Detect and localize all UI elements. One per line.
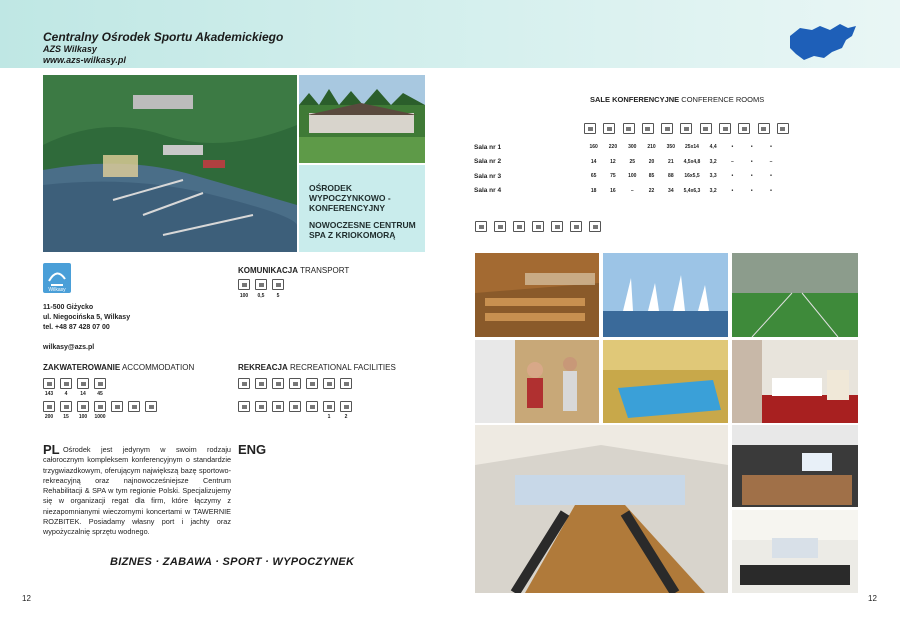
accommodation-value: 143 <box>44 391 54 397</box>
indoor-pool-photo <box>603 340 728 423</box>
wheelchair-icon <box>111 401 123 412</box>
hotel-building-photo <box>299 75 425 163</box>
accommodation-title: ZAKWATEROWANIE ACCOMMODATION <box>43 363 195 372</box>
cryo-chamber-photo <box>475 340 599 423</box>
table-cell: 16 <box>610 187 616 194</box>
table-cell: 4,4 <box>709 144 717 151</box>
transport-value: 5 <box>276 293 280 299</box>
table-cell: 75 <box>610 173 616 180</box>
table-cell: 160 <box>589 144 598 151</box>
table-cell: 14 <box>590 158 597 165</box>
recreation-values-row2 <box>238 414 352 420</box>
accommodation-value: 14 <box>80 391 86 397</box>
single-room-icon <box>60 378 72 389</box>
ushape-icon <box>642 123 654 134</box>
hiking-icon <box>238 401 250 412</box>
table-cell: • <box>770 173 772 180</box>
table-row <box>474 140 781 155</box>
azs-logo <box>43 263 71 293</box>
transport-title: KOMUNIKACJA TRANSPORT <box>238 266 350 275</box>
accommodation-icons-row1 <box>43 378 106 389</box>
table-cell: 85 <box>648 173 655 180</box>
area-icon <box>680 123 692 134</box>
ball-icon <box>306 401 318 412</box>
cycling-icon <box>255 401 267 412</box>
room-name: Sala nr 4 <box>474 187 502 195</box>
aircon-icon <box>777 123 789 134</box>
fishing-icon <box>340 401 352 412</box>
pool-icon <box>238 378 250 389</box>
transport-value: 0,5 <box>257 293 265 299</box>
table-cell: • <box>750 187 753 194</box>
sailing-icon <box>272 401 284 412</box>
wifi-icon <box>589 221 601 232</box>
table-cell: • <box>750 158 753 165</box>
website-link[interactable]: www.azs-wilkasy.pl <box>43 55 126 65</box>
page-number-right: 12 <box>868 594 877 603</box>
tennis-icon <box>340 378 352 389</box>
table-row <box>474 155 781 170</box>
microphone-icon <box>532 221 544 232</box>
camera-icon <box>494 221 506 232</box>
table-cell: 22 <box>648 187 655 194</box>
recreation-icons-row1 <box>238 378 352 389</box>
table-cell: 21 <box>668 158 674 165</box>
table-cell: 25 <box>629 158 636 165</box>
table-row <box>474 184 781 199</box>
accommodation-values-row1 <box>43 391 106 397</box>
table-cell: 4,5x4,8 <box>683 158 701 165</box>
table-cell: 65 <box>590 173 597 180</box>
aerial-marina-photo <box>43 75 297 252</box>
recreation-icons-row2 <box>238 401 352 412</box>
conference-title: SALE KONFERENCYJNE CONFERENCE ROOMS <box>590 95 765 104</box>
bike-icon <box>323 378 335 389</box>
cottage-icon <box>77 401 89 412</box>
accommodation-values-row2 <box>43 414 106 420</box>
fitness-icon <box>289 401 301 412</box>
promo-line-resort: OŚRODEK WYPOCZYNKOWO - KONFERENCYJNY <box>309 183 391 213</box>
recreation-value: 1 <box>327 414 331 420</box>
address-street: ul. Niegocińska 5, Wilkasy <box>43 314 131 321</box>
conference-table <box>474 140 781 198</box>
transport-values <box>238 293 284 299</box>
table-cell: 350 <box>666 144 675 151</box>
eng-language-tag: ENG <box>238 442 267 457</box>
table-cell: 16x5,5 <box>684 173 700 180</box>
table-cell: • <box>750 173 753 180</box>
accommodation-value: 4 <box>64 391 68 397</box>
accommodation-value: 45 <box>97 391 103 397</box>
phone-icon <box>145 401 157 412</box>
table-cell: – <box>769 158 773 165</box>
email-link[interactable]: wilkasy@azs.pl <box>43 344 95 351</box>
flipchart-icon <box>551 221 563 232</box>
sauna-icon <box>255 378 267 389</box>
seat-icon <box>94 401 106 412</box>
dimensions-icon <box>700 123 712 134</box>
table-cell: 3,3 <box>709 173 717 180</box>
hotel-room-photo <box>732 340 858 423</box>
table-cell: 3,2 <box>709 158 717 165</box>
table-row <box>474 169 781 184</box>
spa-icon <box>272 378 284 389</box>
table-cell: 220 <box>608 144 618 151</box>
table-cell: 18 <box>590 187 597 194</box>
apartment-icon <box>94 378 106 389</box>
table-cell: 34 <box>668 187 674 194</box>
tools-icon <box>570 221 582 232</box>
room-name: Sala nr 3 <box>474 172 502 180</box>
seminar-room-photo <box>732 510 858 593</box>
table-cell: • <box>731 173 734 180</box>
tv-icon <box>128 401 140 412</box>
transport-icons <box>238 279 284 290</box>
table-cell: • <box>770 144 772 151</box>
transport-value: 100 <box>239 293 249 299</box>
table-cell: • <box>731 144 734 151</box>
massage-icon <box>306 378 318 389</box>
table-cell: 100 <box>628 173 637 180</box>
train-icon <box>255 279 267 290</box>
svg-text:Wilkasy: Wilkasy <box>48 287 66 293</box>
dining-icon <box>323 401 335 412</box>
table-cell: • <box>770 187 772 194</box>
table-cell: 3,2 <box>709 187 717 194</box>
slogan: BIZNES · ZABAWA · SPORT · WYPOCZYNEK <box>110 556 355 568</box>
sailing-regatta-photo <box>603 253 728 337</box>
table-cell: – <box>731 158 734 165</box>
accommodation-icons-row2 <box>43 401 157 412</box>
table-cell: • <box>750 144 753 151</box>
classroom-icon <box>603 123 615 134</box>
bus-icon <box>272 279 284 290</box>
board-icon <box>661 123 673 134</box>
table-cell: 88 <box>668 173 674 180</box>
suite-icon <box>60 401 72 412</box>
accommodation-value: 1000 <box>94 414 106 420</box>
region-map-icon <box>786 22 858 62</box>
table-cell: 20 <box>648 158 655 165</box>
height-icon <box>719 123 731 134</box>
theatre-icon <box>584 123 596 134</box>
plane-icon <box>238 279 250 290</box>
room-name: Sala nr 2 <box>474 158 502 166</box>
room-icon <box>43 401 55 412</box>
page-subtitle: AZS Wilkasy <box>43 44 97 54</box>
address-phone: tel. +48 87 428 07 00 <box>43 324 110 331</box>
table-cell: 300 <box>628 144 637 151</box>
banquet-icon <box>623 123 635 134</box>
daylight-icon <box>738 123 750 134</box>
projector-icon <box>475 221 487 232</box>
promo-line-spa: NOWOCZESNE CENTRUM SPA Z KRIOKOMORĄ <box>309 220 416 240</box>
sports-hall-photo <box>732 253 858 337</box>
pl-description: Ośrodek jest jedynym w swoim rodzaju całorocznym kompleksem konferencyjnym o standardzie trzygwiazdkowym, oferującym największą bazę sportowo-rekreacyjną oraz najnowocześniejsze Centrum Rehabilitacji & SPA w tym regionie Polski. Specjalizujemy się w organizacji regat dla firm, które łączymy z niezapomnianymi wieczornymi koncertami w TAWERNIE ROZBITEK. Posiadamy własny port i jachty oraz wypożyczalnię sprzętu wodnego. <box>43 445 231 537</box>
screen-icon <box>513 221 525 232</box>
bed-icon <box>43 378 55 389</box>
recreation-value: 2 <box>344 414 348 420</box>
accommodation-value: 15 <box>63 414 69 420</box>
address-city: 11-500 Giżycko <box>43 304 94 311</box>
dimmer-icon <box>758 123 770 134</box>
table-cell: 12 <box>610 158 616 165</box>
table-cell: 210 <box>647 144 656 151</box>
page-title: Centralny Ośrodek Sportu Akademickiego <box>43 30 284 44</box>
accommodation-value: 100 <box>78 414 88 420</box>
accommodation-value: 200 <box>44 414 54 420</box>
table-cell: – <box>630 187 634 194</box>
double-room-icon <box>77 378 89 389</box>
promo-box <box>299 165 425 252</box>
conference-hall-photo <box>475 425 728 593</box>
page-number-left: 12 <box>22 594 31 603</box>
room-name: Sala nr 1 <box>474 143 502 151</box>
table-cell: • <box>731 187 734 194</box>
recreation-title: REKREACJA RECREATIONAL FACILITIES <box>238 363 396 372</box>
address-block <box>43 303 130 333</box>
conference-header-icons <box>584 123 789 134</box>
gym-icon <box>289 378 301 389</box>
table-cell: 5,4x6,3 <box>683 187 701 194</box>
pl-language-tag: PL <box>43 442 60 457</box>
table-cell: 25x14 <box>685 144 699 151</box>
restaurant-photo <box>475 253 599 337</box>
equipment-icons <box>475 221 601 232</box>
meeting-room-photo <box>732 425 858 507</box>
